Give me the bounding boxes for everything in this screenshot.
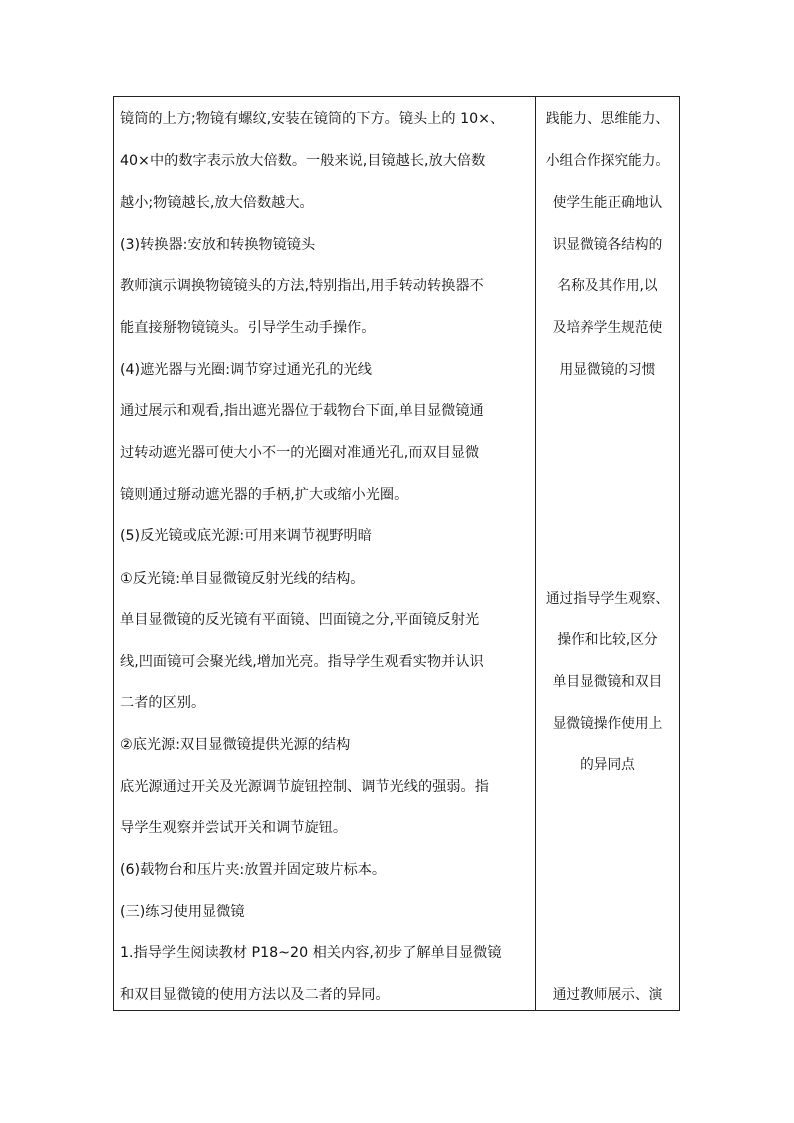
content-line: 和双目显微镜的使用方法以及二者的异同。 (120, 987, 390, 1003)
intent-line: 使学生能正确地认 (552, 195, 663, 211)
intent-line: 操作和比较,区分 (557, 632, 658, 648)
content-line: (6)载物台和压片夹:放置并固定玻片标本。 (120, 862, 387, 878)
content-line: 单目显微镜的反光镜有平面镜、凹面镜之分,平面镜反射光 (120, 612, 480, 628)
content-line: 导学生观察并尝试开关和调节旋钮。 (120, 820, 348, 836)
intent-line: 用显微镜的习惯 (559, 362, 656, 378)
intent-line: 的异同点 (580, 757, 635, 773)
content-line: (3)转换器:安放和转换物镜镜头 (120, 237, 316, 253)
content-line: 1.指导学生阅读教材 P18~20 相关内容,初步了解单目显微镜 (120, 945, 502, 961)
content-line: 底光源通过开关及光源调节旋钮控制、调节光线的强弱。指 (120, 779, 489, 795)
intent-line: 小组合作探究能力。 (545, 153, 670, 169)
content-line: 通过展示和观看,指出遮光器位于载物台下面,单目显微镜通 (120, 403, 484, 419)
content-line: 镜则通过掰动遮光器的手柄,扩大或缩小光圈。 (120, 487, 409, 503)
intent-line: 单目显微镜和双目 (552, 674, 663, 690)
intent-line: 及培养学生规范使 (552, 320, 663, 336)
content-line: 镜筒的上方;物镜有螺纹,安装在镜筒的下方。镜头上的 10×、 (120, 111, 505, 127)
intent-line: 名称及其作用,以 (557, 278, 658, 294)
intent-line: 识显微镜各结构的 (552, 237, 663, 253)
column-divider (535, 96, 536, 1011)
content-line: 40×中的数字表示放大倍数。一般来说,目镜越长,放大倍数 (120, 153, 486, 169)
content-line: 越小;物镜越长,放大倍数越大。 (120, 195, 314, 211)
intent-line: 通过教师展示、演 (552, 987, 663, 1003)
content-line: 二者的区别。 (120, 695, 206, 711)
content-line: (5)反光镜或底光源:可用来调节视野明暗 (120, 528, 372, 544)
content-line: ②底光源:双目显微镜提供光源的结构 (120, 737, 351, 753)
intent-line: 显微镜操作使用上 (552, 716, 663, 732)
content-line: 线,凹面镜可会聚光线,增加光亮。指导学生观看实物并认识 (120, 654, 484, 670)
content-line: 能直接掰物镜镜头。引导学生动手操作。 (120, 320, 376, 336)
content-line: (三)练习使用显微镜 (120, 904, 245, 920)
intent-line: 通过指导学生观察、 (545, 591, 670, 607)
content-line: (4)遮光器与光圈:调节穿过通光孔的光线 (120, 362, 372, 378)
intent-line: 践能力、思维能力、 (545, 111, 670, 127)
content-line: 教师演示调换物镜镜头的方法,特别指出,用手转动转换器不 (120, 278, 484, 294)
content-line: 过转动遮光器可使大小不一的光圈对准通光孔,而双目显微 (120, 445, 480, 461)
content-line: ①反光镜:单目显微镜反射光线的结构。 (120, 571, 365, 587)
